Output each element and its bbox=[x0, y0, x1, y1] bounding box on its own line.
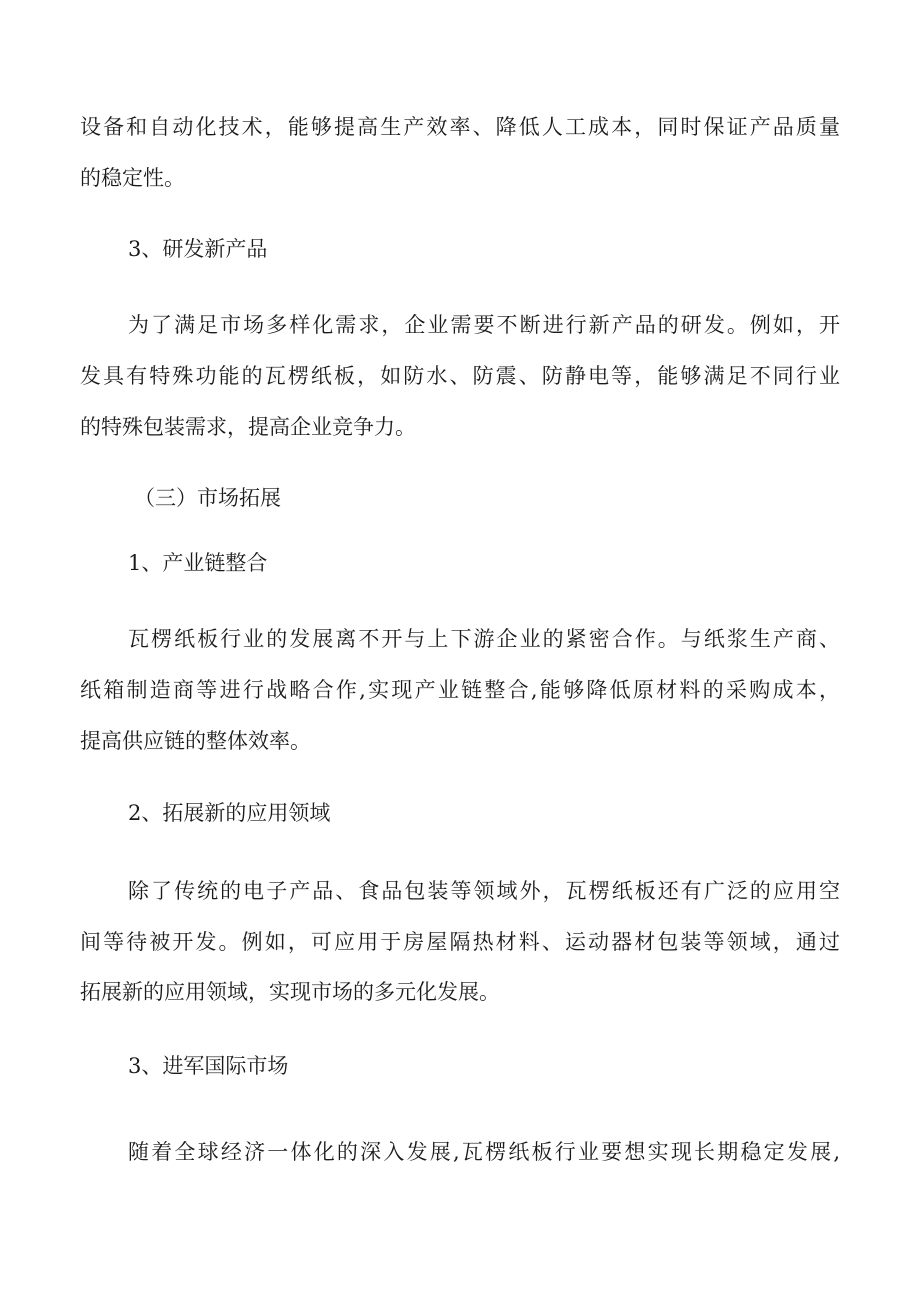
paragraph-line: 设备和自动化技术，能够提高生产效率、降低人工成本，同时保证产品质量 bbox=[80, 115, 840, 139]
section-heading: 3、进军国际市场 bbox=[128, 1054, 289, 1078]
paragraph-line: 纸箱制造商等进行战略合作,实现产业链整合,能够降低原材料的采购成本， bbox=[80, 678, 840, 702]
paragraph-line: 瓦楞纸板行业的发展离不开与上下游企业的紧密合作。与纸浆生产商、 bbox=[128, 627, 840, 651]
paragraph-line: 为了满足市场多样化需求，企业需要不断进行新产品的研发。例如，开 bbox=[128, 313, 840, 337]
paragraph-line: 提高供应链的整体效率。 bbox=[80, 729, 311, 753]
paragraph-line: 间等待被开发。例如，可应用于房屋隔热材料、运动器材包装等领域，通过 bbox=[80, 930, 840, 954]
paragraph-line: 拓展新的应用领域，实现市场的多元化发展。 bbox=[80, 980, 500, 1004]
paragraph-line: 随着全球经济一体化的深入发展,瓦楞纸板行业要想实现长期稳定发展, bbox=[128, 1140, 840, 1164]
paragraph-line: 除了传统的电子产品、食品包装等领域外，瓦楞纸板还有广泛的应用空 bbox=[128, 879, 840, 903]
section-heading: 2、拓展新的应用领域 bbox=[128, 801, 331, 825]
paragraph-line: 的稳定性。 bbox=[80, 166, 185, 190]
chapter-heading: （三）市场拓展 bbox=[134, 486, 281, 510]
paragraph-line: 的特殊包装需求，提高企业竞争力。 bbox=[80, 415, 416, 439]
paragraph-line: 发具有特殊功能的瓦楞纸板，如防水、防震、防静电等，能够满足不同行业 bbox=[80, 364, 840, 388]
section-heading: 3、研发新产品 bbox=[128, 237, 268, 261]
section-heading: 1、产业链整合 bbox=[128, 551, 268, 575]
